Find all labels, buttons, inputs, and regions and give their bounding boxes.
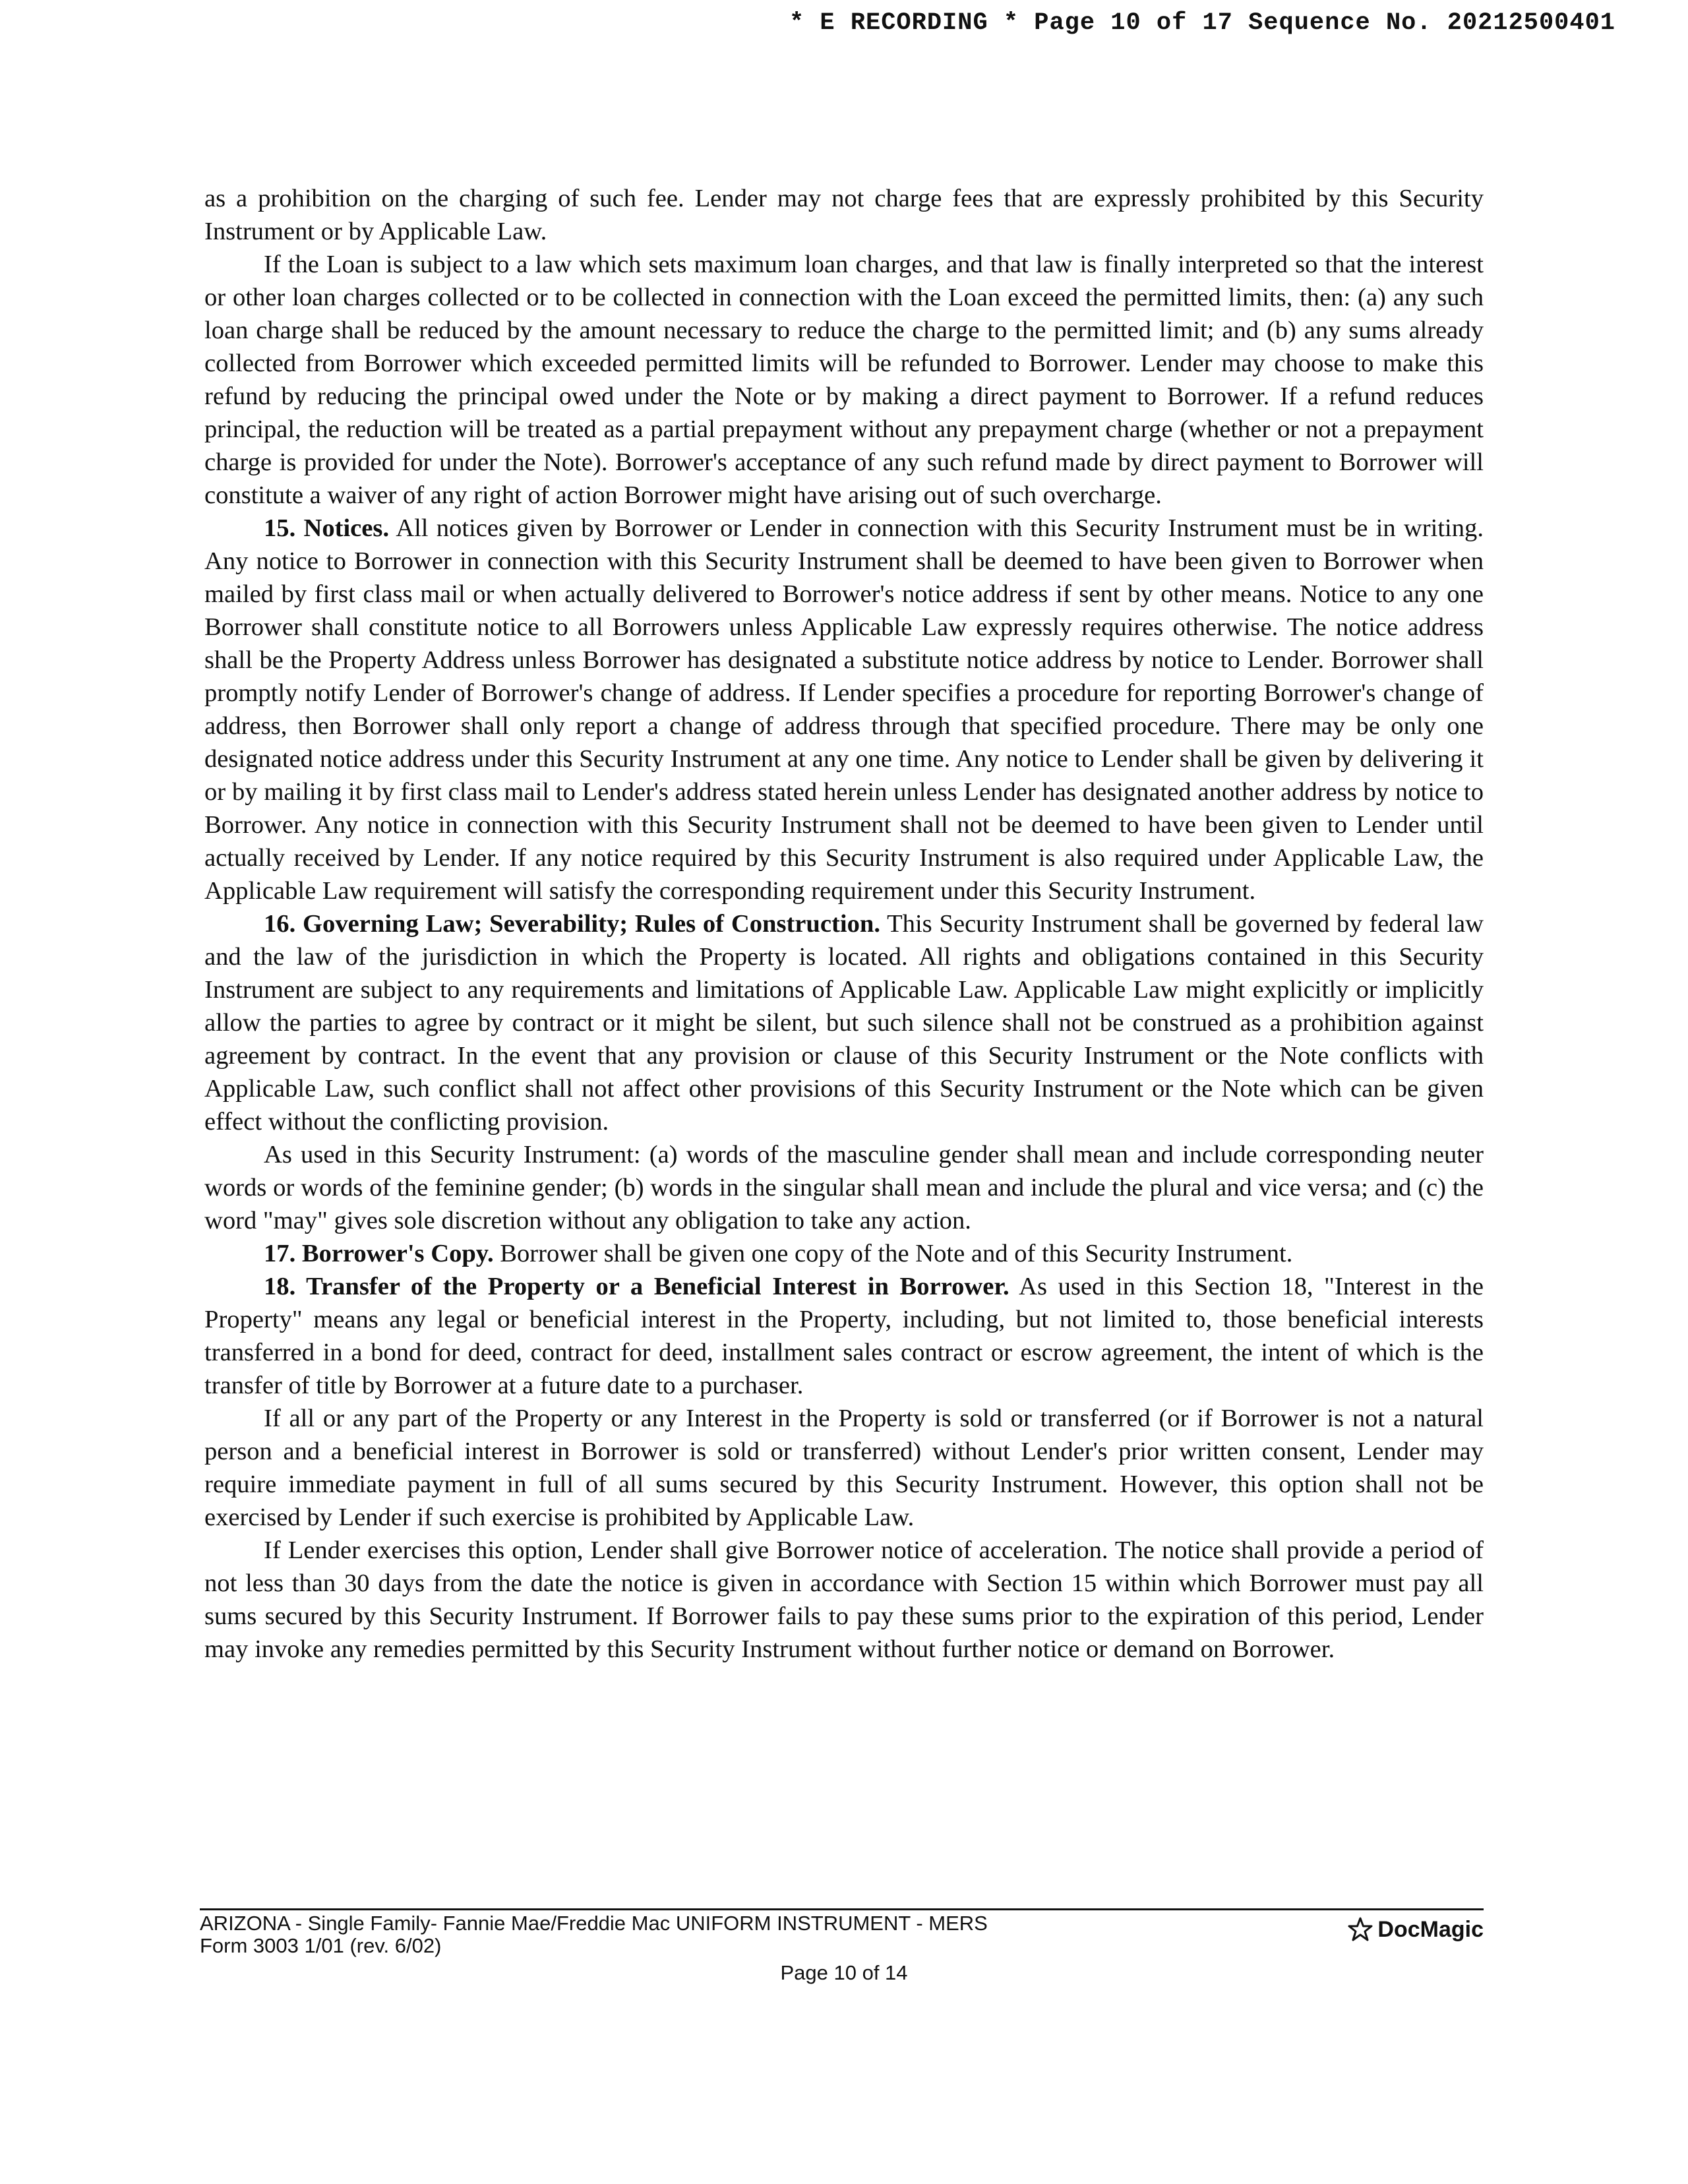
section-17-borrowers-copy (204, 1237, 1484, 1270)
section-15-text: All notices given by Borrower or Lender in connection with this Security Instrument must be in writing. Any notice to Borrower in connection with this Security Instrument shall be deemed to have been given to Borrower when mailed by first class mail or when actually delivered to Borrower's notice address if sent by other means. Notice to any one Borrower shall constitute notice to all Borrowers unless Applicable Law expressly requires otherwise. The notice address shall be the Property Address unless Borrower has designated a substitute notice address by notice to Lender. Borrower shall promptly notify Lender of Borrower's change of address. If Lender specifies a procedure for reporting Borrower's change of address, then Borrower shall only report a change of address through that specified procedure. There may be only one designated notice address under this Security Instrument at any one time. Any notice to Lender shall be given by delivering it or by mailing it by first class mail to Lender's address stated herein unless Lender has designated another address by notice to Borrower. Any notice in connection with this Security Instrument shall not be deemed to have been given to Lender until actually received by Lender. If any notice required by this Security Instrument is also required under Applicable Law, the Applicable Law requirement will satisfy the corresponding requirement under this Security Instrument. (204, 514, 1484, 905)
paragraph-fee-prohibition: as a prohibition on the charging of such fee. Lender may not charge fees that are expressly prohibited by this Security Instrument or by Applicable Law. (204, 185, 1484, 245)
docmagic-logo (1347, 1916, 1484, 1943)
paragraph-loan-charges: If the Loan is subject to a law which sets maximum loan charges, and that law is finally interpreted so that the interest or other loan charges collected or to be collected in connection with the Loan exceed the permitted limits, then: (a) any such loan charge shall be reduced by the amount necessary to reduce the charge to the permitted limit; and (b) any sums already collected from Borrower which exceeded permitted limits will be refunded to Borrower. Lender may choose to make this refund by reducing the principal owed under the Note or by making a direct payment to Borrower. If a refund reduces principal, the reduction will be treated as a partial prepayment without any prepayment charge (whether or not a prepayment charge is provided for under the Note). Borrower's acceptance of any such refund made by direct payment to Borrower will constitute a waiver of any right of action Borrower might have arising out of such overcharge. (204, 251, 1484, 509)
paragraph-acceleration-notice: If Lender exercises this option, Lender shall give Borrower notice of acceleration. The notice shall provide a period of not less than 30 days from the date the notice is given in accordance with Section 15 within which Borrower must pay all sums secured by this Security Instrument. If Borrower fails to pay these sums prior to the expiration of this period, Lender may invoke any remedies permitted by this Security Instrument without further notice or demand on Borrower. (204, 1536, 1484, 1663)
section-16-text: This Security Instrument shall be governed by federal law and the law of the jurisdiction in which the Property is located. All rights and obligations contained in this Security Instrument are subject to any requirements and limitations of Applicable Law. Applicable Law might explicitly or implicitly allow the parties to agree by contract or it might be silent, but such silence shall not be construed as a prohibition against agreement by contract. In the event that any provision or clause of this Security Instrument or the Note conflicts with Applicable Law, such conflict shall not affect other provisions of this Security Instrument or the Note which can be given effect without the conflicting provision. (204, 910, 1484, 1136)
section-18-transfer (204, 1270, 1484, 1402)
footer-form-info (200, 1912, 988, 1957)
recording-header: * E RECORDING * Page 10 of 17 Sequence No. 20212500401 (789, 9, 1615, 37)
docmagic-logo-text: DocMagic (1377, 1916, 1484, 1942)
document-body (204, 182, 1484, 1666)
section-17-heading: 17. Borrower's Copy. (264, 1240, 494, 1267)
section-17-text: Borrower shall be given one copy of the Note and of this Security Instrument. (500, 1240, 1293, 1267)
footer-form-number: Form 3003 1/01 (rev. 6/02) (200, 1934, 442, 1957)
section-18-heading: 18. Transfer of the Property or a Beneficial Interest in Borrower. (264, 1273, 1010, 1300)
star-outline-icon (1347, 1916, 1373, 1943)
section-15-notices (204, 512, 1484, 907)
footer-divider (200, 1908, 1484, 1910)
footer-page-number: Page 10 of 14 (780, 1961, 908, 1984)
paragraph-transfer-consent: If all or any part of the Property or any Interest in the Property is sold or transferred (or if Borrower is not a natural person and a beneficial interest in Borrower is sold or transferred) without Lender's prior written consent, Lender may require immediate payment in full of all sums secured by this Security Instrument. However, this option shall not be exercised by Lender if such exercise is prohibited by Applicable Law. (204, 1405, 1484, 1531)
section-18-text: As used in this Section 18, "Interest in the Property" means any legal or beneficial interest in the Property, including, but not limited to, those beneficial interests transferred in a bond for deed, contract for deed, installment sales contract or escrow agreement, the intent of which is the transfer of title by Borrower at a future date to a purchaser. (204, 1273, 1484, 1399)
section-16-governing-law (204, 907, 1484, 1138)
footer-form-title: ARIZONA - Single Family- Fannie Mae/Freddie Mac UNIFORM INSTRUMENT - MERS (200, 1912, 988, 1935)
paragraph-construction-rules: As used in this Security Instrument: (a) words of the masculine gender shall mean and include corresponding neuter words or words of the feminine gender; (b) words in the singular shall mean and include the plural and vice versa; and (c) the word "may" gives sole discretion without any obligation to take any action. (204, 1141, 1484, 1234)
section-15-heading: 15. Notices. (264, 514, 390, 542)
section-16-heading: 16. Governing Law; Severability; Rules of Construction. (264, 910, 880, 938)
